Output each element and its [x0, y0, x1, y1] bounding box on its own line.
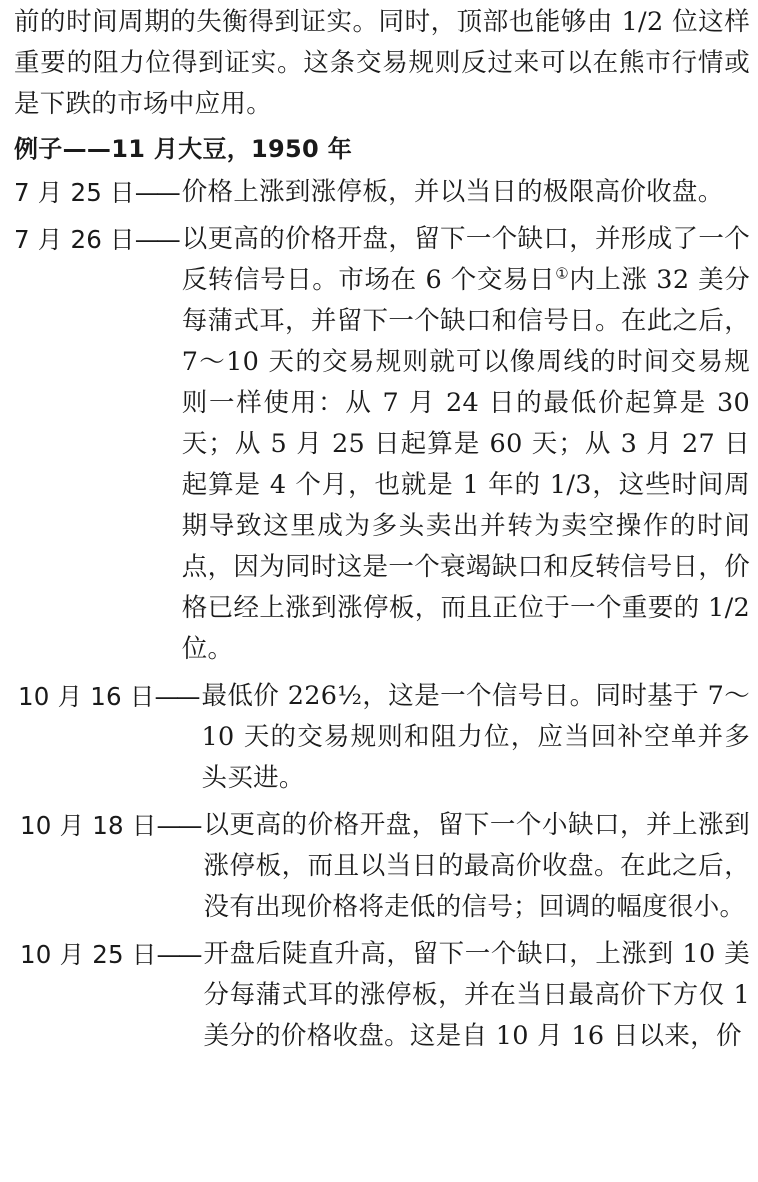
- entry-dash: ——: [154, 682, 198, 711]
- entry-date: [20, 934, 204, 975]
- entry-date: [14, 219, 182, 260]
- footnote-marker[interactable]: ①: [555, 264, 570, 283]
- entry-date-text: 10 月 18 日: [20, 811, 157, 840]
- entry-dash: ——: [156, 940, 200, 969]
- entry-text: 价格上涨到涨停板，并以当日的极限高价收盘。: [181, 177, 724, 207]
- timeline-entry-oct-25: [20, 934, 750, 1057]
- entry-dash: ——: [134, 225, 178, 254]
- entry-date: [18, 676, 202, 717]
- entry-dash: ——: [156, 811, 200, 840]
- timeline-entry-jul-25: [14, 172, 750, 213]
- intro-paragraph: 前的时间周期的失衡得到证实。同时，顶部也能够由 1/2 位这样重要的阻力位得到证实。这条交易规则反过来可以在熊市行情或是下跌的市场中应用。: [14, 7, 750, 119]
- example-heading: 例子——11 月大豆，1950 年: [14, 135, 353, 163]
- entry-dash: ——: [134, 178, 178, 207]
- entry-text: 以更高的价格开盘，留下一个小缺口，并上涨到涨停板，而且以当日的最高价收盘。在此之后，没有出现价格将走低的信号；回调的幅度很小。: [203, 810, 750, 922]
- entry-text: 最低价 226½，这是一个信号日。同时基于 7～10 天的交易规则和阻力位，应当回补空单并多头买进。: [201, 681, 750, 793]
- entry-date: [14, 172, 182, 213]
- entry-text-part-2: 内上涨 32 美分每蒲式耳，并留下一个缺口和信号日。在此之后，7～10 天的交易规则就可以像周线的时间交易规则一样使用：从 7 月 24 日的最低价起算是 30 天；从 5 月 25 日起算是 60 天；从 3 月 27 日起算是 4 个月，也就是 1 年的 1/3，这些时间周期导致这里成为多头卖出并转为卖空操作的时间点，因为同时这是一个衰竭缺口和反转信号日，价格已经上涨到涨停板，而且正位于一个重要的 1/2 位。: [181, 265, 750, 664]
- entry-date-text: 10 月 16 日: [18, 682, 155, 711]
- entry-date: [20, 805, 204, 846]
- entry-text: 开盘后陡直升高，留下一个缺口，上涨到 10 美分每蒲式耳的涨停板，并在当日最高价下方仅 1 美分的价格收盘。这是自 10 月 16 日以来，价: [203, 939, 750, 1051]
- timeline-entry-oct-18: [20, 805, 750, 928]
- entry-text-part-1: 以更高的价格开盘，留下一个缺口，并形成了一个反转信号日。市场在 6 个交易日: [181, 224, 750, 295]
- entry-date-text: 10 月 25 日: [20, 940, 157, 969]
- entry-date-text: 7 月 26 日: [14, 225, 135, 254]
- entry-date-text: 7 月 25 日: [14, 178, 135, 207]
- entry-text: [182, 219, 750, 670]
- timeline-entry-oct-16: [18, 676, 750, 799]
- timeline-entry-jul-26: [14, 219, 750, 670]
